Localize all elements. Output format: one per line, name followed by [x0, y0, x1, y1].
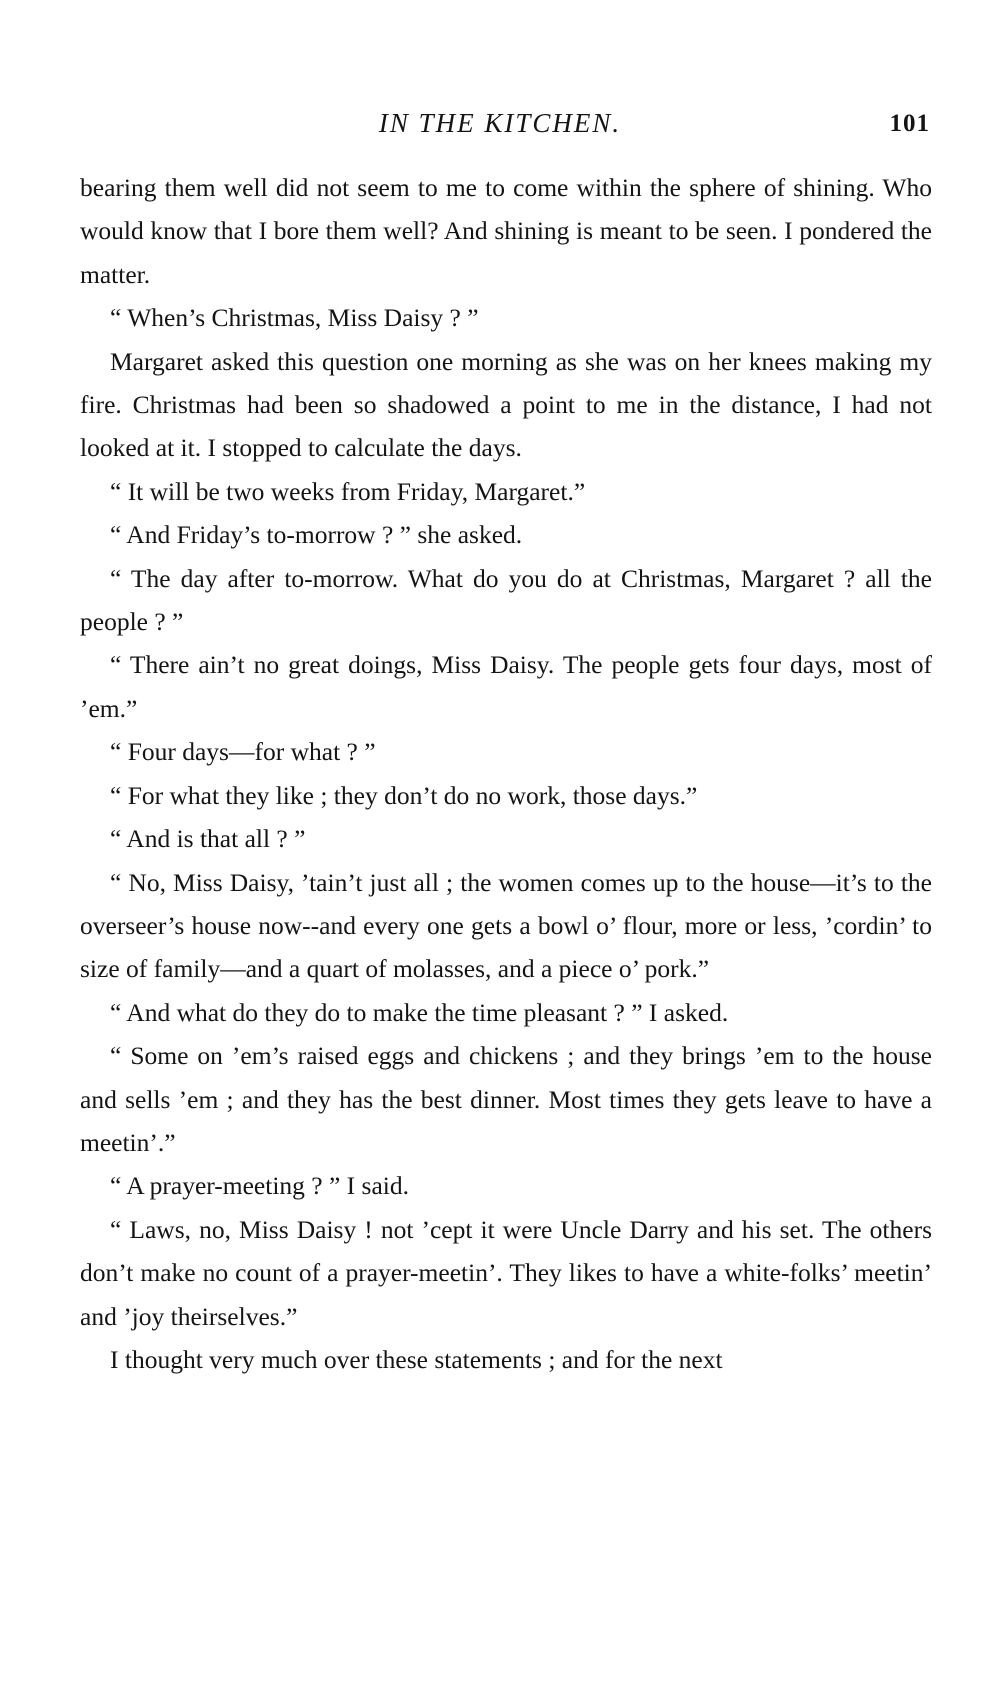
paragraph: “ When’s Christmas, Miss Daisy ? ” [110, 303, 479, 333]
body-text [80, 166, 932, 1381]
paragraph: bearing them well did not seem to me to come within the sphere of shining. Who would know that I bore them well? And shining is meant to be seen. I pondered the matter. [80, 173, 932, 289]
paragraph: “ The day after to-morrow. What do you do at Christmas, Margaret ? all the people ? ” [80, 563, 932, 637]
paragraph: “ And is that all ? ” [110, 824, 306, 854]
paragraph: I thought very much over these statements ; and for the next [110, 1344, 723, 1374]
paragraph: Margaret asked this question one morning as she was on her knees making my fire. Christmas had been so shadowed a point to me in the distance, I had not looked at it. I stopped to calculate the days. [80, 346, 932, 463]
paragraph: “ Laws, no, Miss Daisy ! not ’cept it were Uncle Darry and his set. The others don’t make no count of a prayer-meetin’. They likes to have a white-folks’ meetin’ and ’joy theirselves.” [80, 1214, 932, 1331]
page-header [0, 108, 1000, 148]
paragraph: “ It will be two weeks from Friday, Margaret.” [110, 476, 586, 506]
page-number: 101 [889, 110, 930, 137]
paragraph: “ Four days—for what ? ” [110, 737, 376, 767]
paragraph: “ There ain’t no great doings, Miss Daisy. The people gets four days, most of ’em.” [80, 650, 932, 723]
paragraph: “ For what they like ; they don’t do no work, those days.” [110, 780, 698, 810]
paragraph: “ A prayer-meeting ? ” I said. [110, 1171, 409, 1201]
running-head: IN THE KITCHEN. [378, 108, 622, 138]
paragraph: “ And what do they do to make the time pleasant ? ” I asked. [110, 997, 729, 1027]
paragraph: “ And Friday’s to-morrow ? ” she asked. [110, 520, 523, 550]
paragraph: “ No, Miss Daisy, ’tain’t just all ; the women comes up to the house—it’s to the overseer’s house now--and every one gets a bowl o’ flour, more or less, ’cordin’ to size of family—and a quart of molasses, and a piece o’ pork.” [80, 867, 932, 984]
paragraph: “ Some on ’em’s raised eggs and chickens ; and they brings ’em to the house and sells ’em ; and they has the best dinner. Most times they gets leave to have a meetin’.” [80, 1041, 932, 1157]
